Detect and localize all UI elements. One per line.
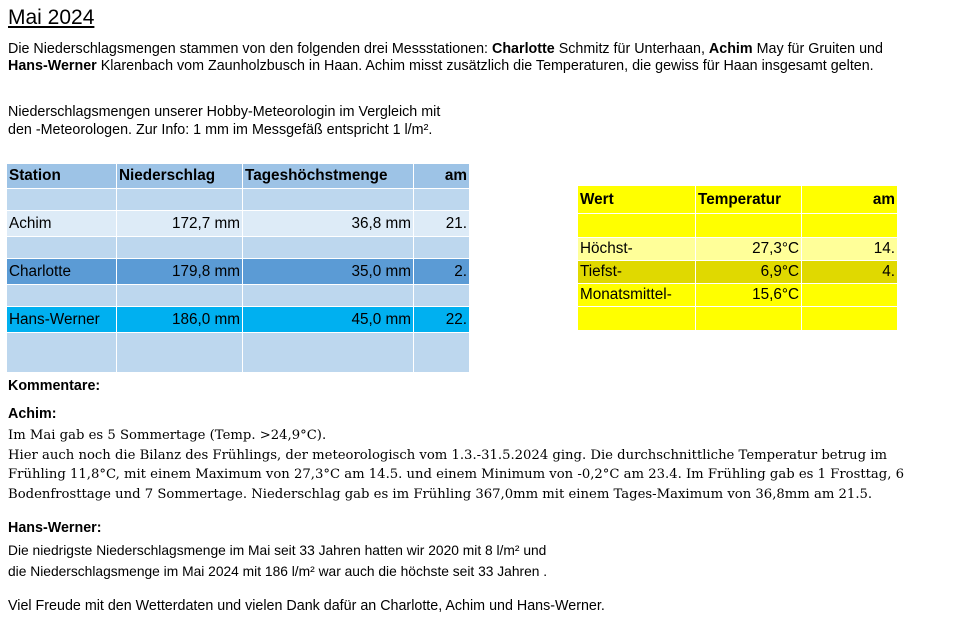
column-header-temperatur: Temperatur <box>696 186 802 214</box>
table-row <box>578 238 898 261</box>
intro-text-4: Klarenbach vom Zaunholzbusch in Haan. Achim misst zusätzlich die Temperaturen, die gewiss für Haan insgesamt gelten. <box>96 57 874 74</box>
table-row <box>7 307 470 333</box>
wert-cell: Höchst- <box>578 238 696 261</box>
max-cell: 36,8 mm <box>243 211 414 237</box>
station-cell: Charlotte <box>7 259 117 285</box>
am-cell: 2. <box>414 259 470 285</box>
comment-hans-werner <box>8 540 908 582</box>
station-name-hans-werner: Hans-Werner <box>8 57 97 74</box>
closing-note: Viel Freude mit den Wetterdaten und vielen Dank dafür an Charlotte, Achim und Hans-Werner. <box>8 598 605 614</box>
station-cell: Achim <box>7 211 117 237</box>
am-cell: 21. <box>414 211 470 237</box>
wert-cell: Monatsmittel- <box>578 284 696 307</box>
spacer-row <box>578 214 898 238</box>
column-header-am: am <box>802 186 898 214</box>
am-cell: 4. <box>802 261 898 284</box>
intro-paragraph <box>8 41 908 74</box>
max-cell: 35,0 mm <box>243 259 414 285</box>
comparison-line-2: den -Meteorologen. Zur Info: 1 mm im Messgefäß entspricht 1 l/m². <box>8 122 433 138</box>
am-cell <box>802 284 898 307</box>
spacer-row <box>7 285 470 307</box>
comment-achim-line-2: Hier auch noch die Bilanz des Frühlings, der meteorologisch vom 1.3.-31.5.2024 ging. Die durchschnittliche Temperatur betrug im Frühling 11,8°C, mit einem Maximum von 27,3°C am 14.5. und einem Minimum von -0,2°C am 23.4. Im Frühling gab es 1 Frosttag, 6 Bodenfrosttage und 7 Sommertage. Niederschlag gab es im Frühling 367,0mm mit einem Tages-Maximum von 36,8mm am 21.5. <box>8 447 905 502</box>
table-row <box>7 259 470 285</box>
intro-text-2: Schmitz für Unterhaan, <box>554 41 709 57</box>
comment-hans-werner-line-2: die Niederschlagsmenge im Mai 2024 mit 186 l/m² war auch die höchste seit 33 Jahren . <box>8 564 548 579</box>
niederschlag-cell: 179,8 mm <box>117 259 243 285</box>
spacer-row <box>7 333 470 373</box>
temperatur-cell: 27,3°C <box>696 238 802 261</box>
niederschlag-cell: 172,7 mm <box>117 211 243 237</box>
spacer-row <box>578 307 898 331</box>
precipitation-table <box>6 163 470 373</box>
page-title: Mai 2024 <box>8 6 95 29</box>
comparison-line-1: Niederschlagsmengen unserer Hobby-Meteorologin im Vergleich mit <box>8 104 441 120</box>
column-header-wert: Wert <box>578 186 696 214</box>
table-row <box>7 211 470 237</box>
comment-author-achim: Achim: <box>8 406 57 422</box>
station-cell: Hans-Werner <box>7 307 117 333</box>
comparison-note <box>8 103 508 139</box>
table-header-row <box>578 186 898 214</box>
am-cell: 14. <box>802 238 898 261</box>
station-name-charlotte: Charlotte <box>492 41 555 57</box>
table-row <box>578 284 898 307</box>
am-cell: 22. <box>414 307 470 333</box>
comment-achim-line-1: Im Mai gab es 5 Sommertage (Temp. >24,9°C). <box>8 428 327 443</box>
table-row <box>578 261 898 284</box>
spacer-row <box>7 237 470 259</box>
max-cell: 45,0 mm <box>243 307 414 333</box>
temperatur-cell: 15,6°C <box>696 284 802 307</box>
intro-text-3: May für Gruiten und <box>752 41 883 57</box>
column-header-tageshoechstmenge: Tageshöchstmenge <box>243 164 414 189</box>
column-header-niederschlag: Niederschlag <box>117 164 243 189</box>
wert-cell: Tiefst- <box>578 261 696 284</box>
column-header-station: Station <box>7 164 117 189</box>
comment-hans-werner-line-1: Die niedrigste Niederschlagsmenge im Mai seit 33 Jahren hatten wir 2020 mit 8 l/m² und <box>8 543 547 558</box>
column-header-am: am <box>414 164 470 189</box>
station-name-achim: Achim <box>708 41 753 57</box>
comment-achim <box>8 426 948 504</box>
spacer-row <box>7 189 470 211</box>
table-header-row <box>7 164 470 189</box>
comments-heading: Kommentare: <box>8 378 101 394</box>
intro-text-1: Die Niederschlagsmengen stammen von den folgenden drei Messstationen: <box>8 41 492 57</box>
temperatur-cell: 6,9°C <box>696 261 802 284</box>
niederschlag-cell: 186,0 mm <box>117 307 243 333</box>
comment-author-hans-werner: Hans-Werner: <box>8 520 102 536</box>
temperature-table <box>577 185 898 331</box>
